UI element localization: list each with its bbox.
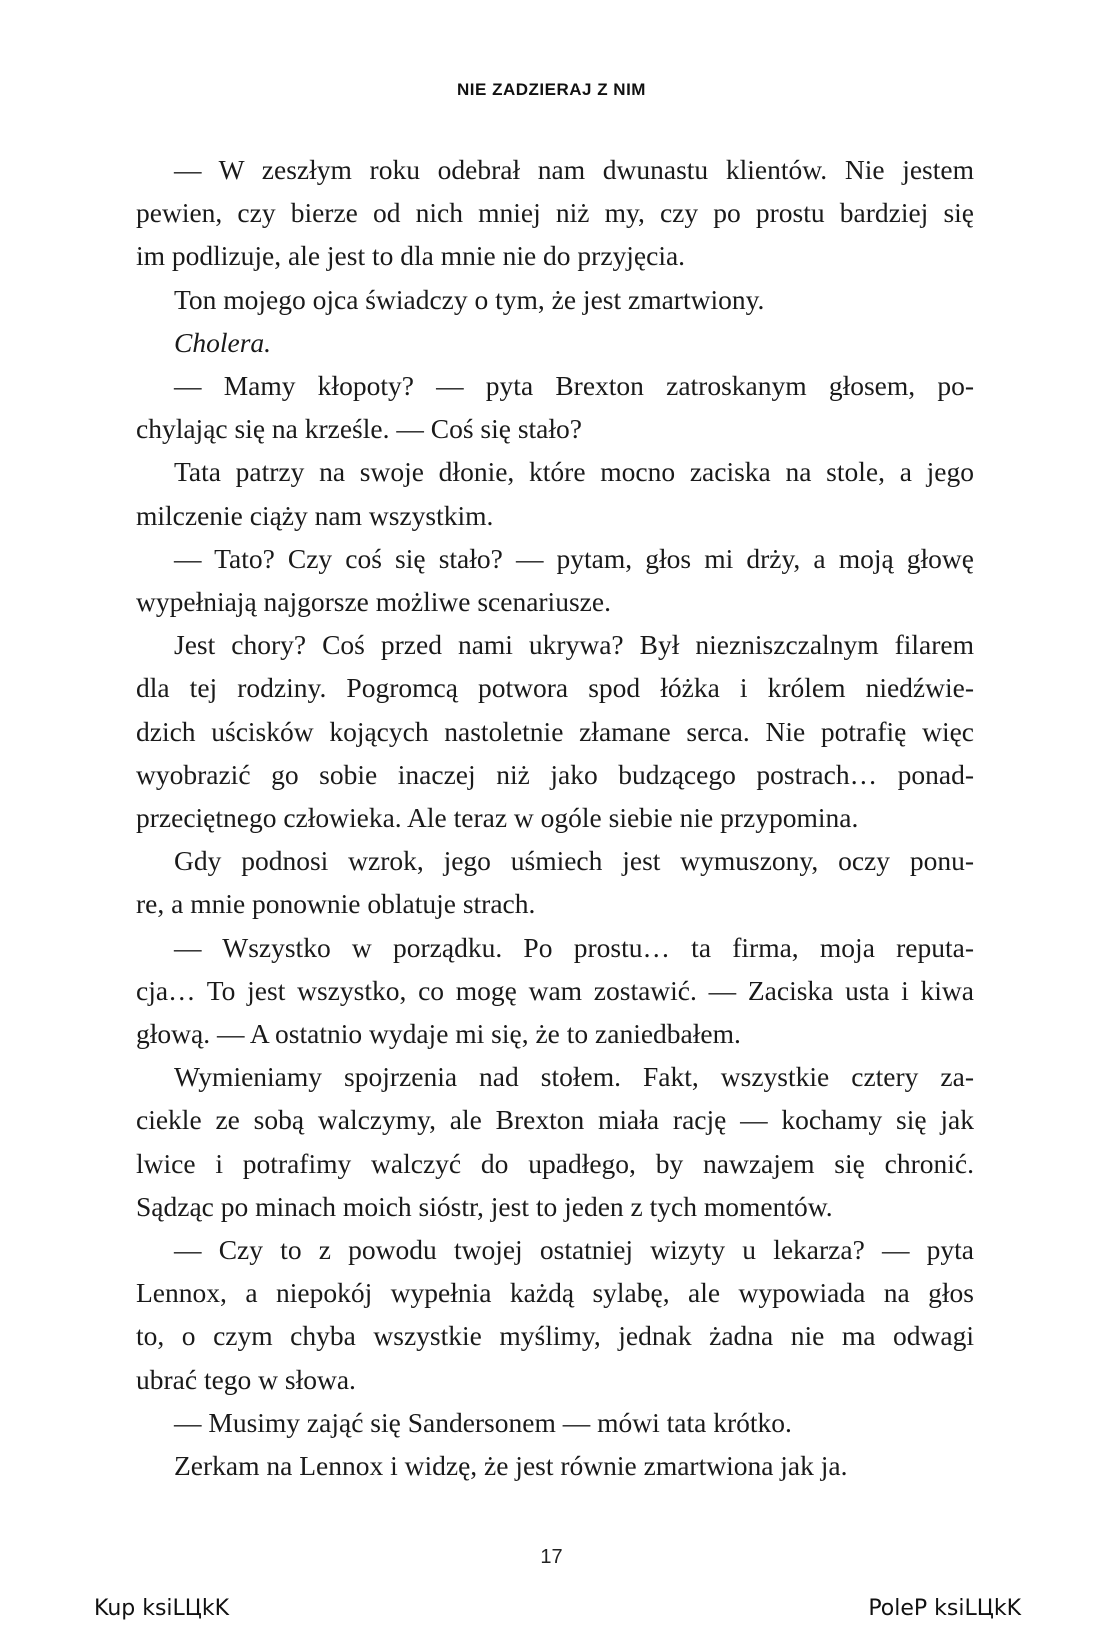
text-line: przeciętnego człowieka. Ale teraz w ogóle siebie nie przypomina. bbox=[136, 802, 859, 834]
text-line: re, a mnie ponownie oblatuje strach. bbox=[136, 888, 536, 920]
text-line: Lennox, a niepokój wypełnia każdą sylabę, ale wypowiada na głos bbox=[136, 1277, 974, 1309]
page-number: 17 bbox=[540, 1546, 563, 1568]
text-line: Sądząc po minach moich sióstr, jest to jeden z tych momentów. bbox=[136, 1190, 833, 1222]
text-line: — Musimy zająć się Sandersonem — mówi tata krótko. bbox=[174, 1406, 792, 1438]
text-line: Gdy podnosi wzrok, jego uśmiech jest wymuszony, oczy ponu- bbox=[174, 845, 974, 877]
recommend-book-link[interactable]: PoleP ksiLЦkK bbox=[868, 1596, 1021, 1621]
text-line: im podlizuje, ale jest to dla mnie nie do przyjęcia. bbox=[136, 240, 686, 272]
text-line: to, o czym chyba wszystkie myślimy, jednak żadna nie ma odwagi bbox=[136, 1320, 974, 1352]
text-line: Zerkam na Lennox i widzę, że jest równie zmartwiona jak ja. bbox=[174, 1450, 848, 1482]
text-line: dzich uścisków kojących nastoletnie złamane serca. Nie potrafię więc bbox=[136, 715, 974, 747]
text-line: Tata patrzy na swoje dłonie, które mocno zaciska na stole, a jego bbox=[174, 456, 974, 488]
text-line: ubrać tego w słowa. bbox=[136, 1363, 356, 1395]
text-line: — Mamy kłopoty? — pyta Brexton zatroskanym głosem, po- bbox=[174, 370, 974, 402]
text-line: Jest chory? Coś przed nami ukrywa? Był niezniszczalnym filarem bbox=[174, 629, 974, 661]
text-line: dla tej rodziny. Pogromcą potwora spod łóżka i królem niedźwie- bbox=[136, 672, 974, 704]
text-line: milczenie ciąży nam wszystkim. bbox=[136, 499, 494, 531]
text-line: wyobrazić go sobie inaczej niż jako budzącego postrach… ponad- bbox=[136, 758, 974, 790]
text-line: ciekle ze sobą walczymy, ale Brexton miała rację — kochamy się jak bbox=[136, 1104, 974, 1136]
text-line: wypełniają najgorsze możliwe scenariusze. bbox=[136, 586, 611, 618]
text-line: pewien, czy bierze od nich mniej niż my, czy po prostu bardziej się bbox=[136, 197, 974, 229]
text-line: — Tato? Czy coś się stało? — pytam, głos mi drży, a moją głowę bbox=[174, 542, 974, 574]
text-line: cja… To jest wszystko, co mogę wam zostawić. — Zaciska usta i kiwa bbox=[136, 974, 974, 1006]
body-text bbox=[136, 148, 974, 1487]
text-line: — Wszystko w porządku. Po prostu… ta firma, moja reputa- bbox=[174, 931, 974, 963]
text-line: chylając się na krześle. — Coś się stało? bbox=[136, 413, 582, 445]
buy-book-link[interactable]: Kup ksiLЦkK bbox=[94, 1596, 230, 1621]
text-line: Ton mojego ojca świadczy o tym, że jest zmartwiony. bbox=[174, 283, 765, 315]
text-line: lwice i potrafimy walczyć do upadłego, by nawzajem się chronić. bbox=[136, 1147, 974, 1179]
text-line: — W zeszłym roku odebrał nam dwunastu klientów. Nie jestem bbox=[174, 154, 974, 185]
text-line: — Czy to z powodu twojej ostatniej wizyty u lekarza? — pyta bbox=[174, 1234, 974, 1266]
text-line: Wymieniamy spojrzenia nad stołem. Fakt, wszystkie cztery za- bbox=[174, 1061, 974, 1093]
running-header: NIE ZADZIERAJ Z NIM bbox=[457, 80, 646, 99]
text-line: Cholera. bbox=[174, 326, 272, 358]
text-line: głową. — A ostatnio wydaje mi się, że to zaniedbałem. bbox=[136, 1018, 741, 1050]
